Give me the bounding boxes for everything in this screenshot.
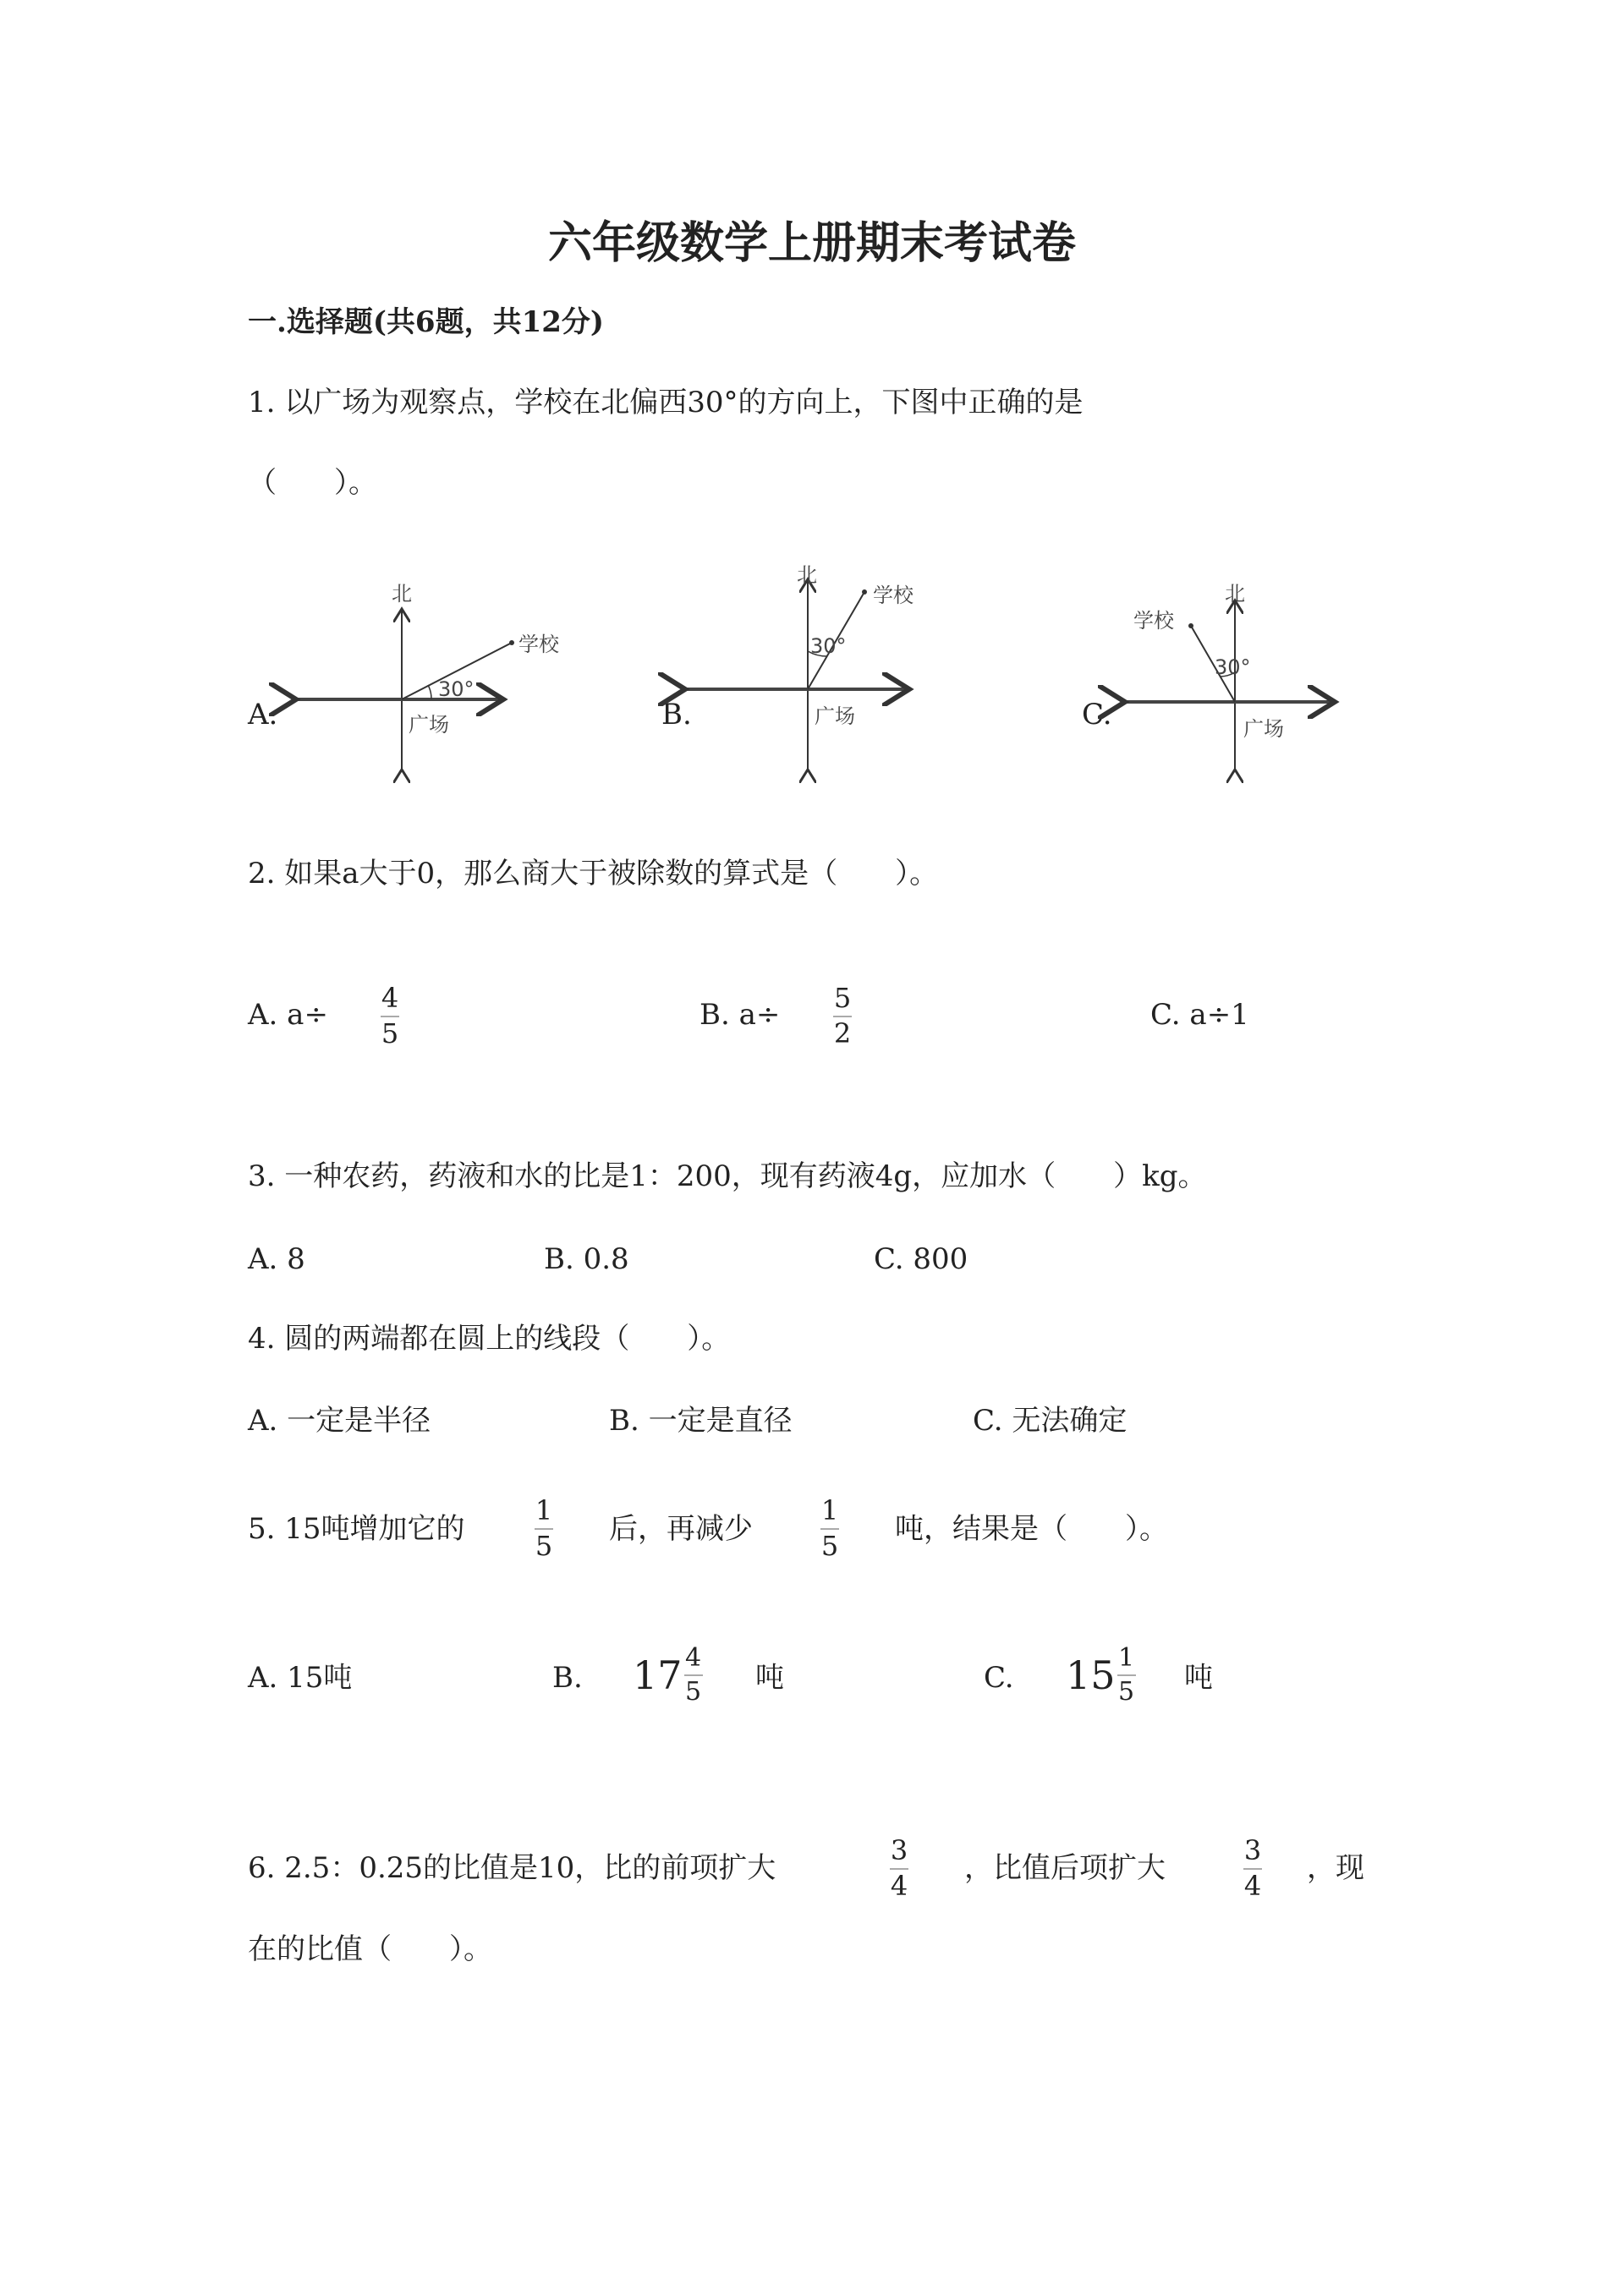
- q3-option-b[interactable]: B. 0.8: [544, 1242, 629, 1276]
- q3-option-a[interactable]: A. 8: [248, 1242, 305, 1276]
- question-5-text-2: 后，再减少: [609, 1512, 753, 1546]
- q1-option-a-diagram: [279, 575, 584, 778]
- q5-option-a[interactable]: A. 15吨: [248, 1661, 353, 1695]
- q5-option-b-mixed-number: [633, 1645, 703, 1705]
- numerator: 1: [1118, 1643, 1135, 1673]
- denominator: 5: [685, 1676, 702, 1707]
- denominator: 5: [381, 1016, 399, 1049]
- q1-option-a-label[interactable]: A.: [248, 698, 278, 732]
- question-5-text: 5. 15吨增加它的: [248, 1512, 465, 1546]
- numerator: 5: [833, 982, 852, 1014]
- numerator: 3: [890, 1834, 908, 1866]
- plaza-label: 广场: [815, 704, 855, 728]
- denominator: 5: [535, 1529, 553, 1562]
- question-3-text: 3. 一种农药，药液和水的比是1：200，现有药液4g，应加水（ ）kg。: [248, 1159, 1207, 1193]
- question-2-text: 2. 如果a大于0，那么商大于被除数的算式是（ ）。: [248, 857, 939, 890]
- school-label: 学校: [873, 584, 914, 607]
- q5-option-b-unit: 吨: [755, 1661, 784, 1695]
- denominator: 5: [820, 1529, 839, 1562]
- numerator: 1: [535, 1494, 553, 1526]
- q1-option-b-diagram: [685, 558, 956, 778]
- q5-option-c-mixed-number: [1066, 1645, 1136, 1705]
- north-label: 北: [1225, 582, 1245, 606]
- plaza-label: 广场: [1243, 717, 1284, 741]
- q5-option-c[interactable]: C.: [984, 1661, 1014, 1695]
- q5-fraction-2: [820, 1494, 839, 1562]
- q5-option-b[interactable]: B.: [552, 1661, 583, 1695]
- question-4-text: 4. 圆的两端都在圆上的线段（ ）。: [248, 1322, 731, 1356]
- whole: 17: [633, 1652, 683, 1698]
- q3-option-c[interactable]: C. 800: [874, 1242, 968, 1276]
- q4-option-a[interactable]: A. 一定是半径: [248, 1404, 431, 1438]
- q4-option-c[interactable]: C. 无法确定: [973, 1404, 1127, 1438]
- question-6-text-line2: 在的比值（ ）。: [248, 1932, 492, 1966]
- north-label: 北: [797, 563, 817, 587]
- plaza-label: 广场: [409, 713, 449, 737]
- question-1-text: 1. 以广场为观察点，学校在北偏西30°的方向上，下图中正确的是: [248, 386, 1084, 419]
- numerator: 4: [381, 982, 399, 1014]
- q2-option-b-fraction: [833, 984, 852, 1048]
- north-label: 北: [392, 582, 412, 606]
- denominator: 4: [1243, 1869, 1262, 1902]
- question-6-text-2: ，比值后项扩大: [964, 1851, 1166, 1885]
- q2-option-b[interactable]: B. a÷: [700, 998, 781, 1032]
- q1-option-c-label[interactable]: C.: [1082, 698, 1112, 732]
- denominator: 2: [833, 1016, 852, 1049]
- numerator: 3: [1243, 1834, 1262, 1866]
- q2-option-c[interactable]: C. a÷1: [1150, 998, 1249, 1032]
- q6-fraction-2: [1243, 1834, 1262, 1902]
- denominator: 4: [890, 1869, 908, 1902]
- angle-label: 30°: [438, 677, 475, 701]
- q2-option-a[interactable]: A. a÷: [248, 998, 328, 1032]
- denominator: 5: [1118, 1676, 1135, 1707]
- question-5-text-3: 吨，结果是（ ）。: [895, 1512, 1168, 1546]
- angle-label: 30°: [1215, 655, 1251, 679]
- school-label: 学校: [1133, 609, 1174, 633]
- q4-option-b[interactable]: B. 一定是直径: [609, 1404, 793, 1438]
- question-1-blank: （ ）。: [248, 466, 377, 500]
- q5-fraction-1: [535, 1494, 553, 1562]
- numerator: 1: [820, 1494, 839, 1526]
- q1-option-b-label[interactable]: B.: [661, 698, 692, 732]
- angle-label: 30°: [810, 634, 847, 658]
- section-heading: 一.选择题(共6题，共12分): [248, 305, 604, 339]
- page-title: 六年级数学上册期末考试卷: [547, 217, 1076, 269]
- q2-option-a-fraction: [381, 984, 399, 1048]
- question-6-text-3: ，现: [1307, 1851, 1364, 1885]
- q6-fraction-1: [890, 1834, 908, 1902]
- school-label: 学校: [518, 633, 559, 656]
- question-6-text: 6. 2.5：0.25的比值是10，比的前项扩大: [248, 1851, 776, 1885]
- q1-option-c-diagram: [1125, 575, 1379, 778]
- q5-option-c-unit: 吨: [1184, 1661, 1213, 1695]
- numerator: 4: [685, 1643, 702, 1673]
- whole: 15: [1066, 1652, 1116, 1698]
